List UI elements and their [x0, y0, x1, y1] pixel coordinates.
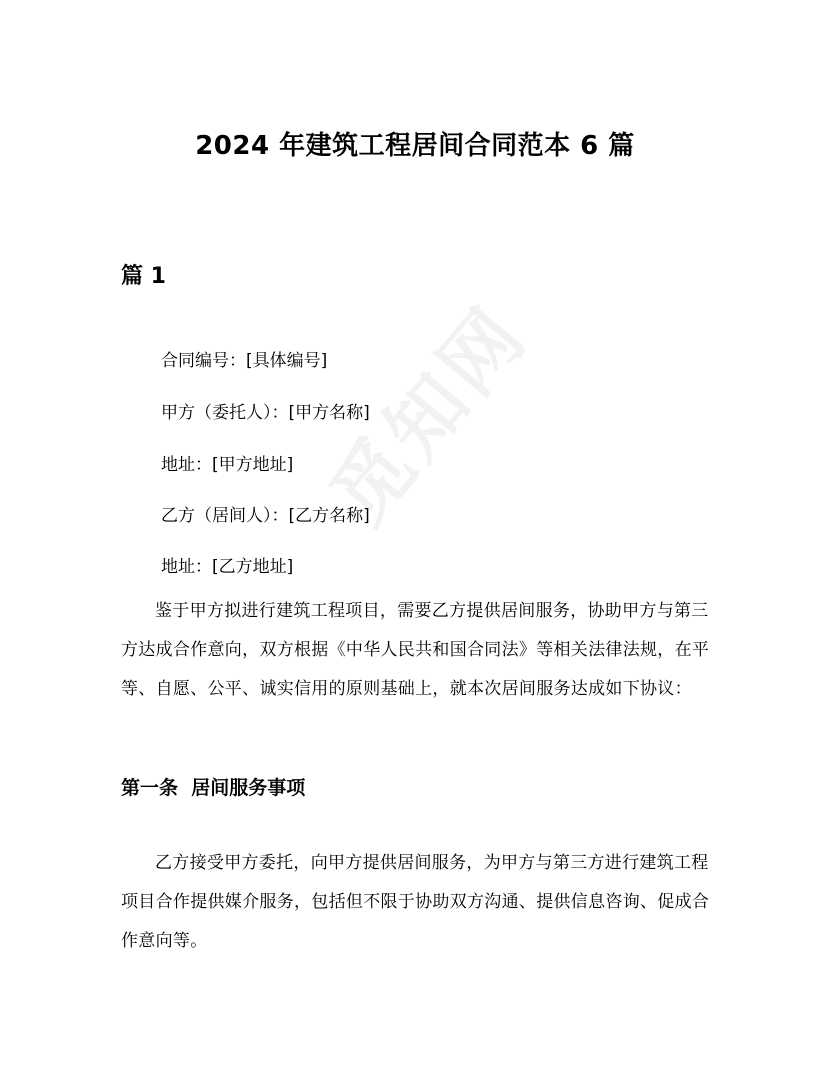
party-b-name-line: 乙方（居间人）：[乙方名称] [161, 506, 370, 526]
article-1-heading: 第一条 居间服务事项 [121, 777, 306, 799]
party-a-name-line: 甲方（委托人）：[甲方名称] [161, 403, 370, 423]
party-b-address-line: 地址：[乙方地址] [161, 557, 294, 577]
article-1-body: 乙方接受甲方委托，向甲方提供居间服务，为甲方与第三方进行建筑工程项目合作提供媒介服务，包括但不限于协助双方沟通、提供信息咨询、促成合作意向等。 [121, 853, 710, 951]
document-title: 2024 年建筑工程居间合同范本 6 篇 [195, 131, 635, 161]
section-heading: 篇 1 [121, 264, 166, 289]
party-a-address-line: 地址：[甲方地址] [161, 455, 294, 475]
watermark: 觅知网 [314, 289, 546, 541]
preamble-paragraph: 鉴于甲方拟进行建筑工程项目，需要乙方提供居间服务，协助甲方与第三方达成合作意向，双方根据《中华人民共和国合同法》等相关法律法规，在平等、自愿、公平、诚实信用的原则基础上，就本次居间服务达成如下协议： [121, 601, 710, 699]
contract-number-line: 合同编号：[具体编号] [161, 351, 328, 371]
